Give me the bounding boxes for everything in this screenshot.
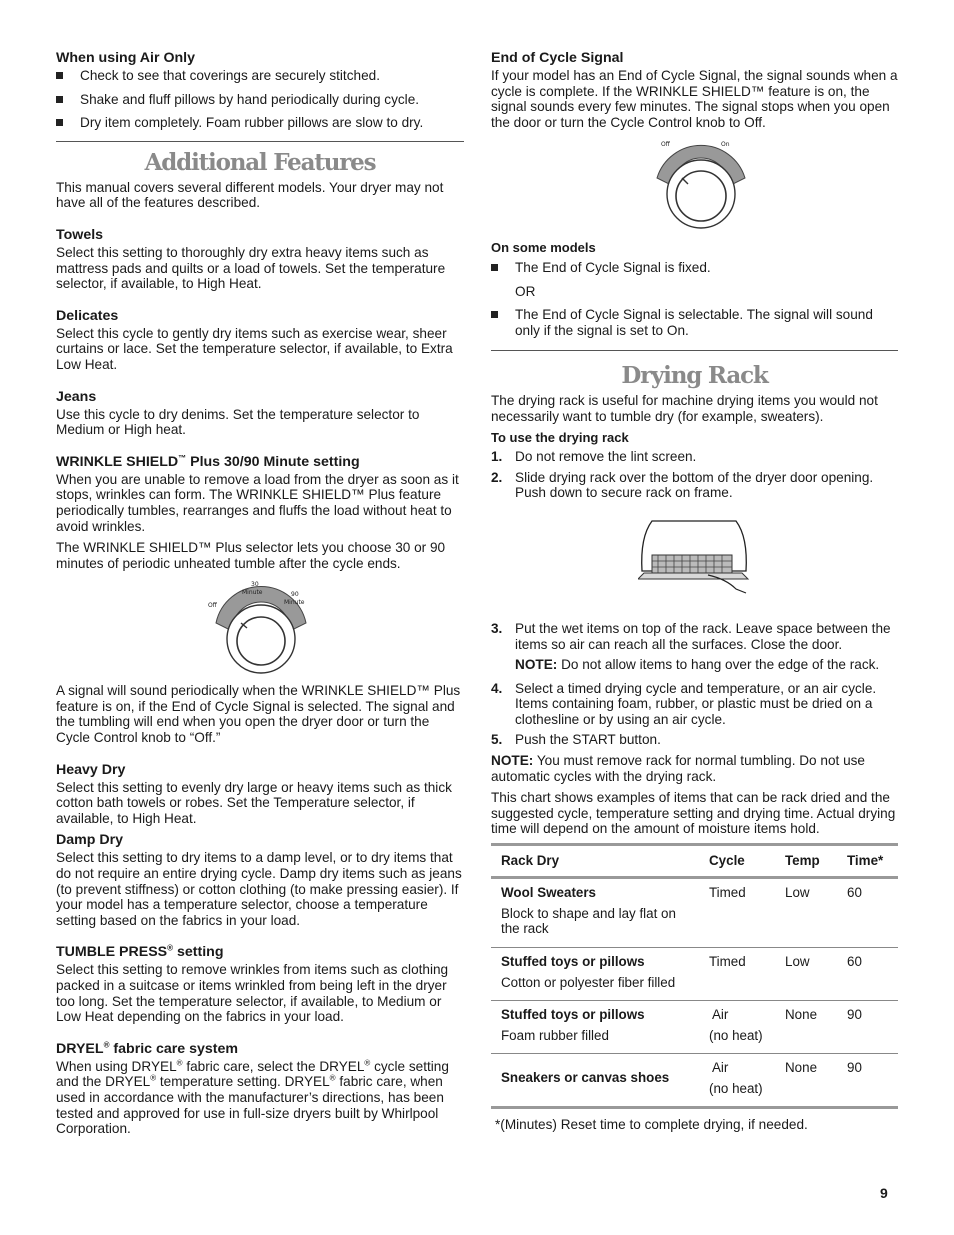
tumble-press-text: Select this setting to remove wrinkles from items such as clothing packed in a suitcase or items wrinkled from being left in the dryer too long. Set the temperature selector, if available, to Medium or Low Heat depending on the fabrics in your load. — [56, 962, 449, 1025]
to-use-heading: To use the drying rack — [491, 429, 629, 445]
table-row: Stuffed toys or pillows Foam rubber filled Air (no heat) None 90 — [491, 1001, 898, 1054]
drying-rack-intro: The drying rack is useful for machine drying items you would not necessarily want to tumble dry (for example, sweaters). — [491, 393, 878, 424]
list-item: The End of Cycle Signal is fixed. — [491, 260, 898, 276]
delicates-text: Select this cycle to gently dry items such as exercise wear, sheer curtains or lace. Set the temperature selector, if available, to Extra Low Heat. — [56, 325, 453, 372]
intro-text: This manual covers several different models. Your dryer may not have all of the features described. — [56, 179, 444, 211]
chart-intro: This chart shows examples of items that can be rack dried and the suggested cycle, temperature setting and drying time. Actual drying time will depend on the amount of moisture items hold. — [491, 790, 896, 837]
end-of-cycle-knob-illustration — [491, 130, 898, 240]
step-item: 2. Slide drying rack over the bottom of the dryer door opening. Push down to secure rack on frame. — [491, 469, 874, 501]
wrinkle-knob-svg — [206, 575, 316, 685]
page-number: 9 — [880, 1185, 888, 1201]
heavy-dry-text: Select this setting to evenly dry large or heavy items such as thick cotton bath towels or robes. Set the Temperature selector, if available, to High Heat. — [56, 779, 452, 826]
step-item: 3. Put the wet items on top of the rack. Leave space between the items so air can reach all the surfaces. Close the door. — [491, 620, 891, 652]
table-header-row — [491, 845, 898, 878]
header-cycle: Cycle — [699, 845, 775, 878]
bullet-square-icon — [491, 311, 498, 318]
end-of-cycle-knob-svg — [651, 138, 751, 238]
bullet-square-icon — [491, 264, 498, 271]
rack-note: NOTE: You must remove rack for normal tumbling. Do not use automatic cycles with the drying rack. — [491, 753, 865, 784]
drying-rack-title: Drying Rack — [621, 362, 768, 390]
step-item: 4. Select a timed drying cycle and temperature, or an air cycle. Items containing foam, rubber, or plastic must be dried on a clothesline or by using an air cycle. — [491, 680, 877, 727]
right-column — [491, 50, 898, 1133]
table-row: Stuffed toys or pillows Cotton or polyester fiber filled Timed Low 60 — [491, 948, 898, 1001]
list-item: The End of Cycle Signal is selectable. The signal will sound only if the signal is set to On. — [491, 307, 898, 338]
knob-label-off: Off — [661, 141, 670, 149]
damp-dry-heading: Damp Dry — [56, 832, 124, 849]
left-column — [56, 50, 464, 1137]
jeans-text: Use this cycle to dry denims. Set the temperature selector to Medium or High heat. — [56, 406, 420, 438]
step-note: NOTE: Do not allow items to hang over the edge of the rack. — [515, 657, 880, 673]
section-divider — [56, 141, 464, 142]
towels-text: Select this setting to thoroughly dry extra heavy items such as mattress pads and quilts or a load of towels. Set the temperature selector, if available, to High Heat. — [56, 244, 446, 292]
step-item: 5. Push the START button. — [491, 732, 661, 748]
end-of-cycle-text: If your model has an End of Cycle Signal, the signal sounds when a cycle is complete. If the WRINKLE SHIELD™ feature is on, the signal sounds every few minutes. The signal stops when you open the door or turn the Cycle Control knob to Off. — [491, 68, 898, 130]
damp-dry-text: Select this setting to dry items to a damp level, or to dry items that do not require an entire drying cycle. Damp dry items such as jeans (to prevent stiffness) or cotton clothing (to make pressing easier). If your model has a temperature selector, choose a temperature setting based on the fabrics in your load. — [56, 850, 462, 928]
additional-features-title: Additional Features — [144, 148, 376, 176]
wrinkle-shield-heading: WRINKLE SHIELD™ Plus 30/90 Minute setting — [56, 452, 360, 470]
step-item: 1. Do not remove the lint screen. — [491, 449, 697, 465]
wrinkle-text-1: When you are unable to remove a load from the dryer as soon as it stops, wrinkles can form. The WRINKLE SHIELD™ Plus feature periodically tumbles, rearranges and fluffs the load without heat to avoid wrinkles. — [56, 471, 459, 534]
knob-label-30-minute: Minute — [242, 589, 263, 597]
list-item: Check to see that coverings are securely stitched. — [56, 68, 464, 84]
air-only-heading: When using Air Only — [56, 50, 195, 66]
end-of-cycle-heading: End of Cycle Signal — [491, 50, 624, 66]
list-item: Dry item completely. Foam rubber pillows are slow to dry. — [56, 115, 464, 131]
bullet-square-icon — [56, 119, 63, 126]
wrinkle-text-3: A signal will sound periodically when the WRINKLE SHIELD™ Plus feature is on, if the End of Cycle Signal is selected. The signal and the tumbling will end when you open the dryer door or turn the Cycle Control knob to “Off.” — [56, 683, 461, 746]
dryel-text: When using DRYEL® fabric care, select the DRYEL® cycle setting and the DRYEL® temperature setting. DRYEL® fabric care, when used in accordance with the manufacturer’s directions, has been tested and approved for use in full-size dryers built by Whirlpool Corporation. — [56, 1058, 449, 1137]
wrinkle-knob-illustration — [56, 571, 464, 683]
or-text: OR — [515, 283, 536, 299]
jeans-heading: Jeans — [56, 388, 97, 405]
tumble-press-heading: TUMBLE PRESS® setting — [56, 943, 224, 961]
towels-heading: Towels — [56, 226, 104, 243]
heavy-dry-heading: Heavy Dry — [56, 761, 126, 778]
delicates-heading: Delicates — [56, 307, 119, 324]
list-item: Shake and fluff pillows by hand periodically during cycle. — [56, 92, 464, 108]
knob-label-30: 30 — [251, 581, 259, 589]
drying-rack-svg — [638, 517, 750, 607]
header-rack-dry: Rack Dry — [491, 845, 699, 878]
knob-label-90: 90 — [291, 591, 299, 599]
knob-label-off: Off — [208, 602, 217, 610]
some-models-heading: On some models — [491, 240, 596, 256]
drying-rack-illustration — [491, 505, 898, 621]
knob-label-on: On — [721, 141, 730, 149]
header-temp: Temp — [775, 845, 837, 878]
bullet-square-icon — [56, 96, 63, 103]
section-divider — [491, 350, 898, 351]
bullet-square-icon — [56, 72, 63, 79]
header-time: Time* — [837, 845, 898, 878]
table-row: Sneakers or canvas shoes Air (no heat) None 90 — [491, 1054, 898, 1108]
table-footnote: *(Minutes) Reset time to complete drying, if needed. — [495, 1117, 808, 1133]
dryel-heading: DRYEL® fabric care system — [56, 1040, 239, 1057]
rack-dry-table — [491, 843, 898, 1109]
knob-label-90-minute: Minute — [284, 599, 305, 607]
table-row: Wool Sweaters Block to shape and lay flat on the rack Timed Low 60 — [491, 878, 898, 948]
wrinkle-text-2: The WRINKLE SHIELD™ Plus selector lets you choose 30 or 90 minutes of periodic unheated tumble after the cycle ends. — [56, 540, 446, 571]
